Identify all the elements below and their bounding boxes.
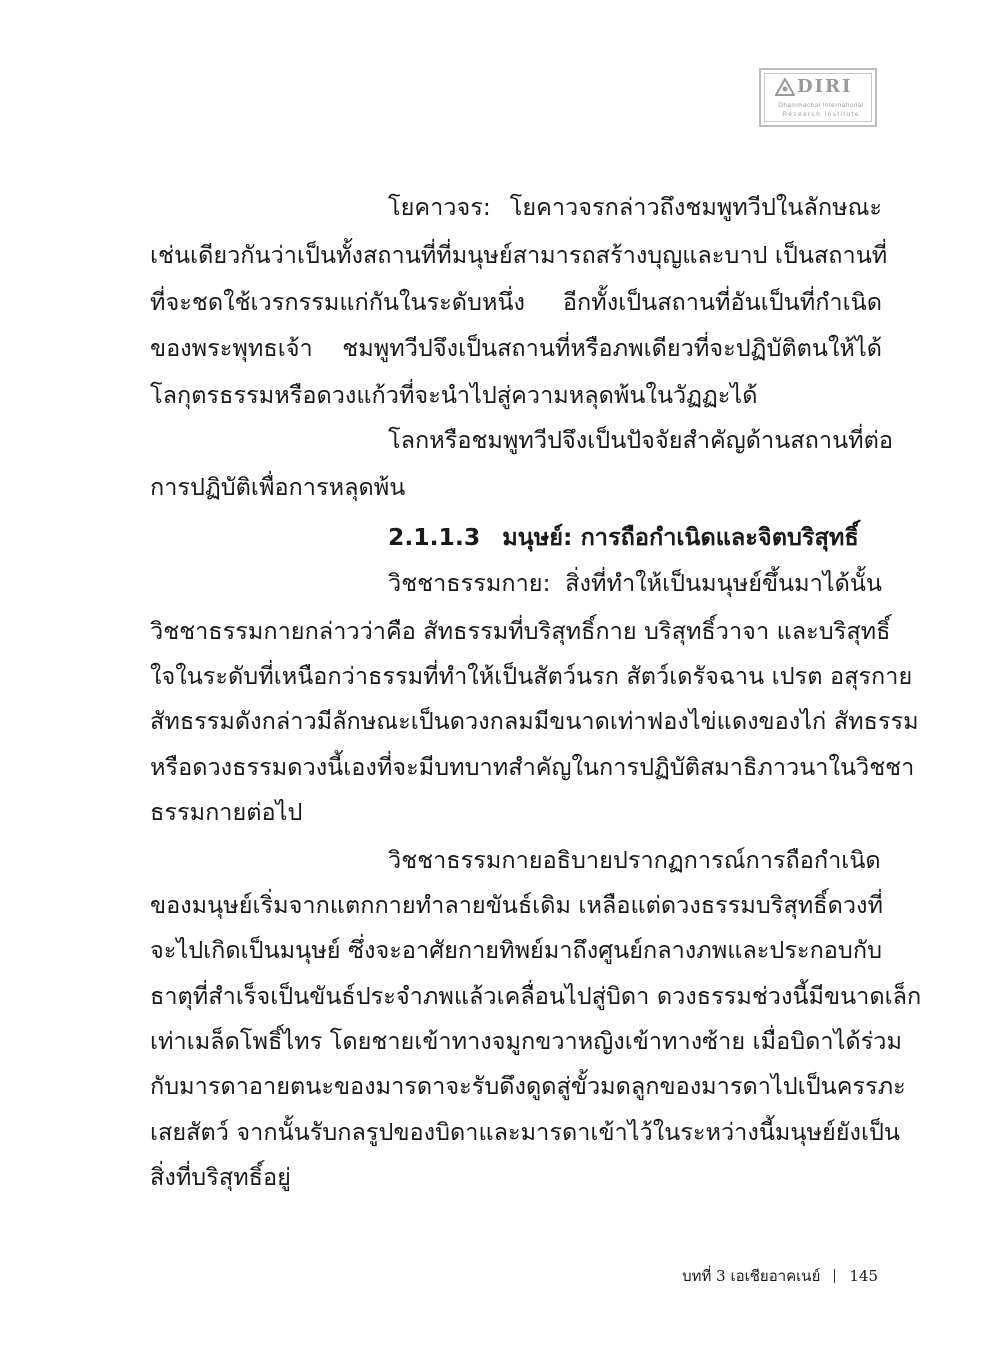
section-heading [388, 522, 859, 552]
paragraph-4-line: ธาตุที่สำเร็จเป็นขันธ์ประจำภพแล้วเคลื่อนไปสู่บิดา ดวงธรรมช่วงนี้มีขนาดเล็ก [150, 982, 922, 1010]
paragraph-1-line: โยคาวจร: โยคาวจรกล่าวถึงชมพูทวีปในลักษณะ [388, 193, 882, 221]
paragraph-4-line: จะไปเกิดเป็นมนุษย์ ซึ่งจะอาศัยกายทิพย์มาถึงศูนย์กลางภพและประกอบกับ [150, 936, 882, 964]
paragraph-4-line: วิชชาธรรมกายอธิบายปรากฏการณ์การถือกำเนิด [388, 846, 881, 874]
logo-title: DIRI [797, 76, 853, 97]
paragraph-4-line: เท่าเมล็ดโพธิ์ไทร โดยชายเข้าทางจมูกขวาหญิงเข้าทางซ้าย เมื่อบิดาได้ร่วม [150, 1027, 902, 1055]
diri-logo [759, 68, 877, 127]
section-number: 2.1.1.3 [388, 523, 481, 551]
paragraph-3-line: สัทธรรมดังกล่าวมีลักษณะเป็นดวงกลมมีขนาดเท่าฟองไข่แดงของไก่ สัทธรรม [150, 707, 919, 735]
paragraph-1-line: เช่นเดียวกันว่าเป็นทั้งสถานที่ที่มนุษย์สามารถสร้างบุญและบาป เป็นสถานที่ [150, 241, 888, 269]
page-footer [682, 1264, 878, 1288]
paragraph-2-line: โลกหรือชมพูทวีปจึงเป็นปัจจัยสำคัญด้านสถานที่ต่อ [388, 426, 893, 454]
triangle-logo-icon [775, 78, 795, 96]
paragraph-4-line: สิ่งที่บริสุทธิ์อยู่ [150, 1163, 291, 1191]
paragraph-4-line: กับมารดาอายตนะของมารดาจะรับดึงดูดสู่ขั้วมดลูกของมารดาไปเป็นครรภะ [150, 1072, 906, 1100]
paragraph-4-line: ของมนุษย์เริ่มจากแตกกายทำลายขันธ์เดิม เหลือแต่ดวงธรรมบริสุทธิ์ดวงที่ [150, 891, 884, 919]
paragraph-1-line: โลกุตรธรรมหรือดวงแก้วที่จะนำไปสู่ความหลุดพ้นในวัฏฏะได้ [150, 381, 758, 409]
paragraph-2-line: การปฏิบัติเพื่อการหลุดพ้น [150, 473, 406, 501]
footer-divider [834, 1269, 835, 1283]
paragraph-3-line: วิชชาธรรมกาย: สิ่งที่ทำให้เป็นมนุษย์ขึ้นมาได้นั้น [388, 569, 882, 597]
paragraph-1-line: ของพระพุทธเจ้า ชมพูทวีปจึงเป็นสถานที่หรือภพเดียวที่จะปฏิบัติตนให้ได้ [150, 334, 882, 362]
section-title: มนุษย์: การถือกำเนิดและจิตบริสุทธิ์ [502, 523, 859, 551]
paragraph-3-line: วิชชาธรรมกายกล่าวว่าคือ สัทธรรมที่บริสุทธิ์กาย บริสุทธิ์วาจา และบริสุทธิ์ [150, 617, 891, 645]
chapter-label: บทที่ 3 เอเชียอาคเนย์ [682, 1267, 821, 1285]
paragraph-1-line: ที่จะชดใช้เวรกรรมแก่กันในระดับหนึ่ง อีกทั้งเป็นสถานที่อันเป็นที่กำเนิด [150, 288, 882, 316]
paragraph-3-line: หรือดวงธรรมดวงนี้เองที่จะมีบทบาทสำคัญในการปฏิบัติสมาธิภาวนาในวิชชา [150, 753, 915, 781]
logo-subtitle-2: Research Institute [782, 111, 860, 118]
page-number: 145 [849, 1267, 878, 1285]
paragraph-3-line: ธรรมกายต่อไป [150, 798, 303, 826]
paragraph-3-line: ใจในระดับที่เหนือกว่าธรรมที่ทำให้เป็นสัตว์นรก สัตว์เดรัจฉาน เปรต อสุรกาย [150, 662, 913, 690]
paragraph-4-line: เสยสัตว์ จากนั้นรับกลรูปของบิดาและมารดาเข้าไว้ในระหว่างนี้มนุษย์ยังเป็น [150, 1118, 900, 1146]
logo-subtitle-1: Dhammachai International [778, 102, 864, 109]
